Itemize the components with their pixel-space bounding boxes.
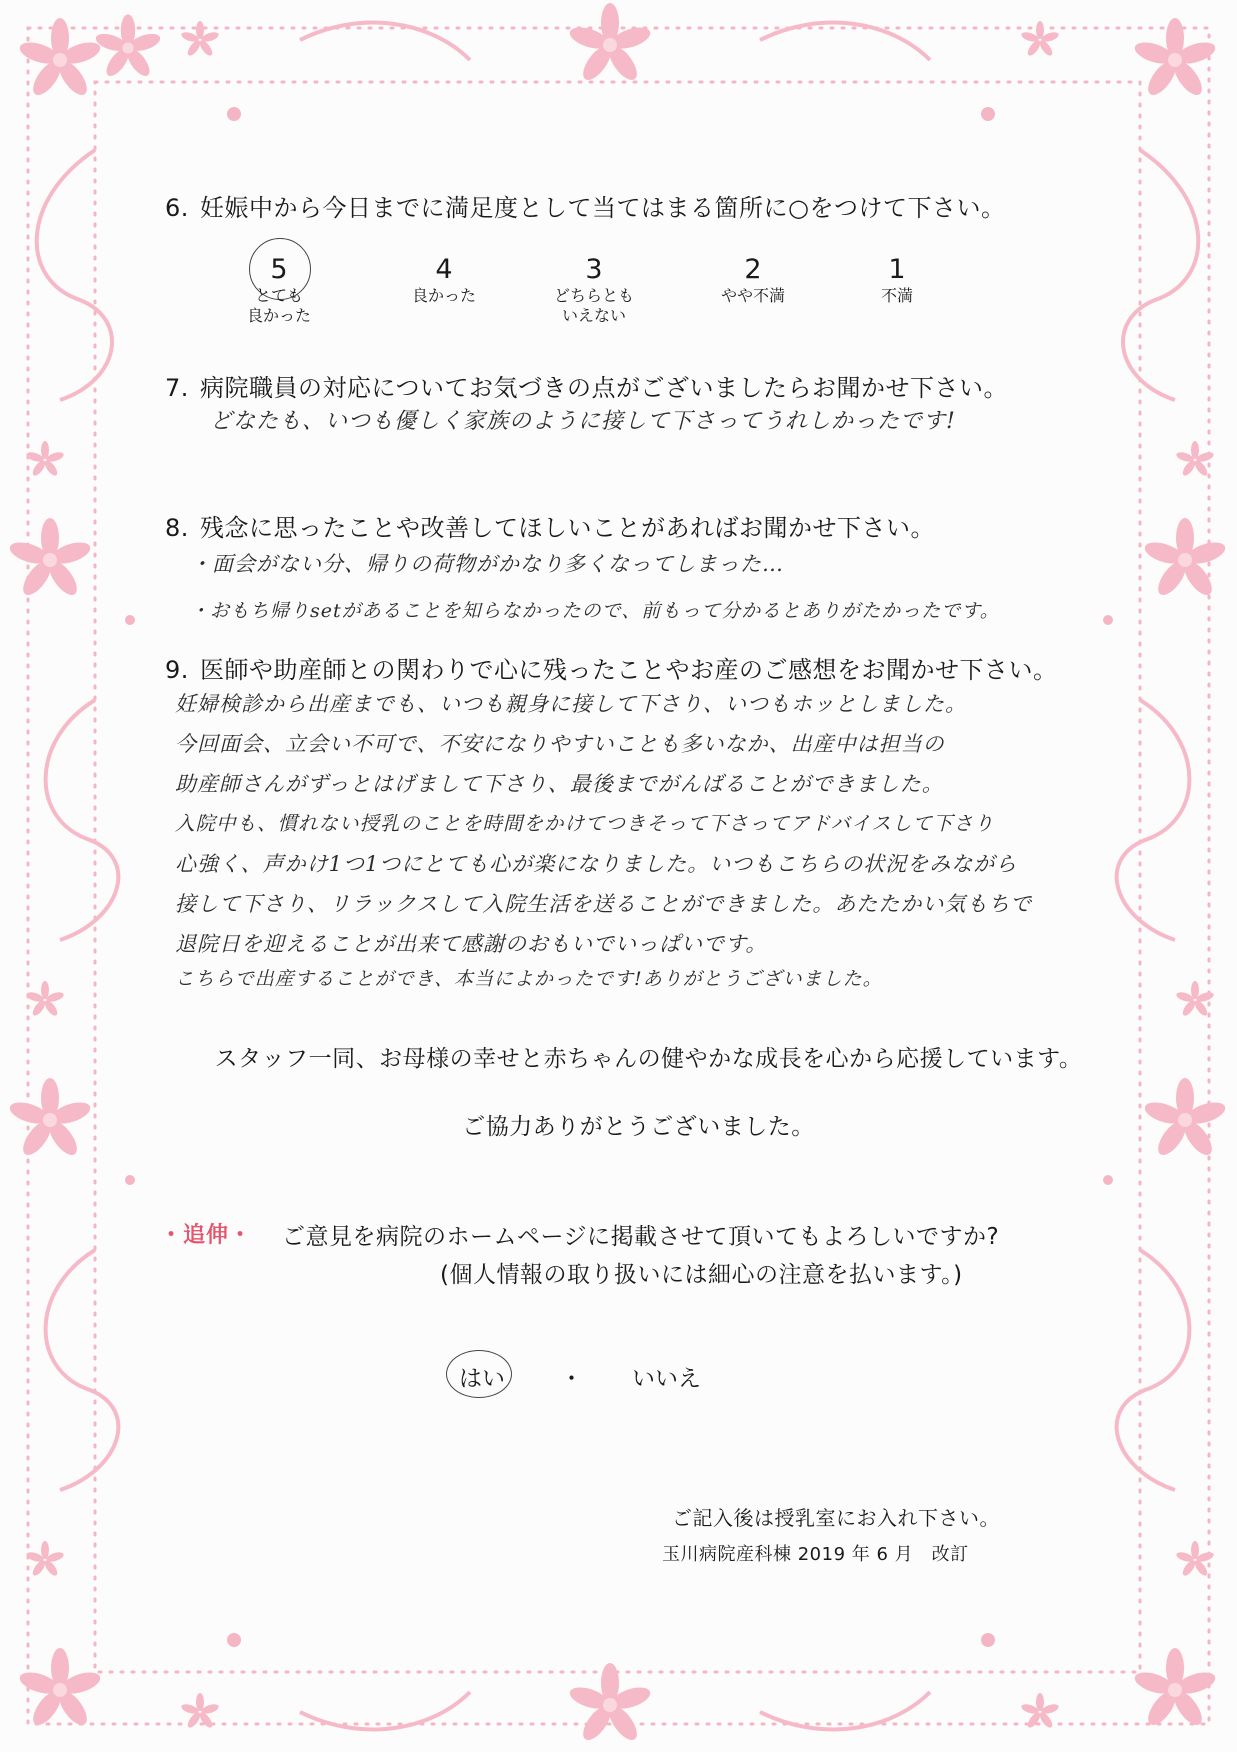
option-separator: ・ — [560, 1366, 583, 1392]
question-6-text: 妊娠中から今日までに満足度として当てはまる箇所に○をつけて下さい。 — [200, 194, 1006, 222]
option-yes[interactable]: はい — [459, 1366, 505, 1392]
postscript-note: (個人情報の取り扱いには細心の注意を払います。) — [440, 1262, 963, 1288]
question-7-text: 病院職員の対応についてお気づきの点がございましたらお聞かせ下さい。 — [200, 374, 1009, 402]
rating-option-5[interactable]: 5 とても 良かった — [246, 254, 311, 325]
question-6-number: 6. — [165, 194, 189, 222]
footer-instruction: ご記入後は授乳室にお入れ下さい。 — [672, 1506, 1000, 1530]
question-9-number: 9. — [165, 656, 189, 684]
footer-revision: 玉川病院産科棟 2019 年 6 月 改訂 — [662, 1544, 969, 1565]
rating-option-4[interactable]: 4 良かった — [411, 254, 476, 305]
option-no[interactable]: いいえ — [632, 1366, 701, 1392]
question-7 — [165, 368, 1008, 403]
answer-9-line-6: 接して下さり、リラックスして入院生活を送ることができました。あたたかい気もちで — [175, 892, 1033, 916]
question-9 — [165, 650, 1058, 685]
rating-option-1[interactable]: 1 不満 — [880, 254, 913, 305]
thanks-message: ご協力ありがとうございました。 — [462, 1114, 815, 1140]
staff-message: スタッフ一同、お母様の幸せと赤ちゃんの健やかな成長を心から応援しています。 — [214, 1046, 1083, 1072]
question-7-number: 7. — [165, 374, 189, 402]
rating-option-3[interactable]: 3 どちらとも いえない — [553, 254, 634, 325]
rating-option-2[interactable]: 2 やや不満 — [720, 254, 785, 305]
postscript-question: ご意見を病院のホームページに掲載させて頂いてもよろしいですか? — [282, 1224, 1000, 1250]
question-8-text: 残念に思ったことや改善してほしいことがあればお聞かせ下さい。 — [200, 514, 935, 542]
answer-9-line-5: 心強く、声かけ1つ1つにとても心が楽になりました。いつもこちらの状況をみながら — [175, 852, 1018, 876]
answer-8-line-2: ・おもち帰りsetがあることを知らなかったので、前もって分かるとありがたかったです。 — [190, 600, 1000, 622]
answer-9-line-1: 妊婦検診から出産までも、いつも親身に接して下さり、いつもホッとしました。 — [175, 692, 967, 716]
answer-9-line-7: 退院日を迎えることが出来て感謝のおもいでいっぱいです。 — [175, 932, 768, 956]
answer-9-line-8: こちらで出産することができ、本当によかったです!ありがとうございました。 — [175, 968, 883, 990]
question-6 — [165, 188, 1005, 223]
answer-8-line-1: ・面会がない分、帰りの荷物がかなり多くなってしまった… — [190, 552, 784, 576]
answer-9-line-4: 入院中も、慣れない授乳のことを時間をかけてつきそって下さってアドバイスして下さり — [175, 812, 995, 835]
postscript-mark: ・追伸・ — [160, 1223, 253, 1248]
question-9-text: 医師や助産師との関わりで心に残ったことやお産のご感想をお聞かせ下さい。 — [200, 656, 1058, 684]
question-8-number: 8. — [165, 514, 189, 542]
answer-9-line-3: 助産師さんがずっとはげまして下さり、最後までがんばることができました。 — [175, 772, 944, 796]
answer-9-line-2: 今回面会、立会い不可で、不安になりやすいことも多いなか、出産中は担当の — [175, 732, 945, 756]
question-8 — [165, 508, 935, 543]
answer-7-handwritten: どなたも、いつも優しく家族のように接して下さってうれしかったです! — [210, 409, 956, 434]
